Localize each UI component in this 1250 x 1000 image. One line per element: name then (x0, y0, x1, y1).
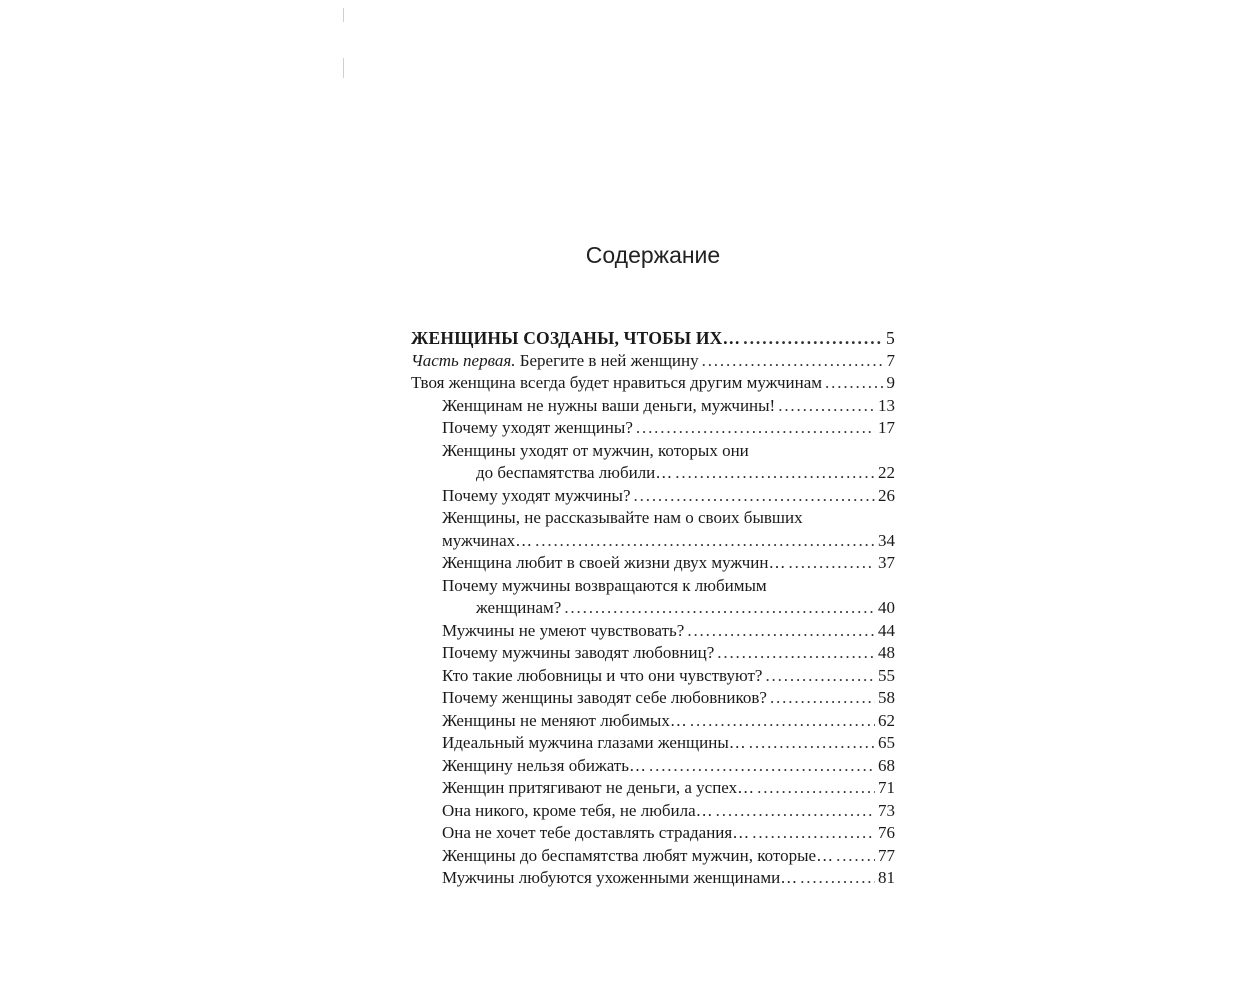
toc-entry (411, 665, 895, 688)
toc-entry (411, 417, 895, 440)
toc-entry-title: Женщину нельзя обижать… (442, 755, 646, 775)
toc-entry-page: 73 (878, 800, 895, 820)
toc-entry (411, 800, 895, 823)
toc-entry-page: 48 (878, 643, 895, 662)
toc-entry-page: 58 (878, 688, 895, 707)
toc-entry-page: 76 (878, 823, 895, 842)
toc-entry-page: 65 (878, 733, 895, 752)
toc-entry-title: Идеальный мужчина глазами женщины… (442, 733, 746, 752)
dot-leader (757, 777, 875, 800)
toc-entry (411, 710, 895, 733)
toc-entry-title: Почему женщины заводят себе любовников? (442, 688, 767, 707)
page-edge-mark (343, 8, 344, 22)
toc-entry (411, 822, 895, 845)
dot-leader (836, 845, 875, 868)
toc-entry (411, 732, 895, 755)
dot-leader (716, 800, 875, 823)
dot-leader (690, 710, 875, 733)
toc-entry (411, 552, 895, 575)
toc-entry (411, 327, 895, 350)
toc-entry-title: Почему уходят женщины? (442, 418, 633, 437)
toc-entry-page: 7 (886, 350, 895, 370)
dot-leader (749, 732, 875, 755)
toc-entry-page: 77 (878, 845, 895, 865)
toc-entry-title: мужчинах… (442, 530, 533, 550)
toc-entry (411, 372, 895, 395)
dot-leader (564, 597, 875, 620)
dot-leader (717, 642, 875, 665)
toc-entry (411, 620, 895, 643)
dot-leader (825, 372, 883, 395)
toc-entry-title: Она не хочет тебе доставлять страдания… (442, 823, 750, 842)
toc-entry (411, 845, 895, 868)
toc-entry-title: Женщины не меняют любимых… (442, 710, 687, 730)
dot-leader (770, 687, 875, 710)
toc-entry (411, 642, 895, 665)
page-title: Содержание (585, 242, 721, 268)
toc-entry-page: 37 (878, 553, 895, 572)
toc-entry (411, 777, 895, 800)
toc-entry (411, 440, 895, 485)
toc-entry-page: 22 (878, 463, 895, 482)
toc-entry-title: Женщинам не нужны ваши деньги, мужчины! (442, 395, 776, 415)
toc-entry-title: Мужчины не умеют чувствовать? (442, 620, 685, 640)
toc-entry-page: 17 (878, 418, 895, 437)
dot-leader (535, 530, 875, 553)
toc-entry-page: 40 (878, 598, 895, 617)
dot-leader (778, 395, 875, 418)
toc-entry-page: 71 (878, 778, 895, 797)
dot-leader (649, 755, 875, 778)
toc-entry-page: 5 (886, 328, 895, 348)
toc-entry (411, 350, 895, 373)
toc-entry (411, 507, 895, 552)
toc-entry-title: Женщины до беспамятства любят мужчин, которые… (442, 845, 834, 865)
dot-leader (800, 867, 875, 890)
dot-leader (675, 462, 875, 485)
toc-entry (411, 687, 895, 710)
dot-leader (743, 327, 883, 350)
toc-entry-title-line: Женщины уходят от мужчин, которых они (442, 440, 749, 460)
toc-entry-title: женщинам? (476, 598, 562, 617)
dot-leader (636, 417, 875, 440)
toc-entry-title: Женщина любит в своей жизни двух мужчин… (442, 553, 786, 572)
toc-entry (411, 395, 895, 418)
part-title: Берегите в ней женщину (519, 350, 699, 370)
toc-entry (411, 575, 895, 620)
toc-entry-title: ЖЕНЩИНЫ СОЗДАНЫ, ЧТОБЫ ИХ… (411, 328, 741, 348)
toc-entry-page: 62 (878, 710, 895, 730)
dot-leader (789, 552, 876, 575)
toc-entry-page: 9 (886, 373, 895, 392)
toc-entry (411, 867, 895, 890)
page-edge-mark (343, 58, 344, 78)
toc-entry-title: Кто такие любовницы и что они чувствуют? (442, 665, 763, 685)
dot-leader (765, 665, 875, 688)
toc-entry-title: Она никого, кроме тебя, не любила… (442, 800, 713, 820)
toc-entry-title: Мужчины любуются ухоженными женщинами… (442, 868, 798, 887)
toc-entry-page: 26 (878, 485, 895, 505)
toc-entry-page: 81 (878, 868, 895, 887)
dot-leader (634, 485, 875, 508)
toc-entry-title (411, 350, 699, 373)
toc-entry-page: 13 (878, 395, 895, 415)
toc-entry-title: Твоя женщина всегда будет нравиться другим мужчинам (411, 373, 823, 392)
toc-entry-page: 34 (878, 530, 895, 550)
toc-entry-title-line: Почему мужчины возвращаются к любимым (442, 575, 767, 595)
toc-entry-title: Почему мужчины заводят любовниц? (442, 643, 715, 662)
part-label: Часть первая. (411, 350, 516, 370)
dot-leader (752, 822, 875, 845)
table-of-contents (411, 327, 895, 890)
toc-entry-title: Почему уходят мужчины? (442, 485, 631, 505)
toc-entry-title-line: Женщины, не рассказывайте нам о своих бывших (442, 508, 803, 527)
toc-entry-title: Женщин притягивают не деньги, а успех… (442, 778, 755, 797)
toc-entry-page: 44 (878, 620, 895, 640)
dot-leader (702, 350, 884, 373)
dot-leader (687, 620, 875, 643)
toc-entry-title: до беспамятства любили… (476, 463, 673, 482)
toc-entry-page: 55 (878, 665, 895, 685)
toc-entry (411, 755, 895, 778)
toc-entry (411, 485, 895, 508)
toc-entry-page: 68 (878, 755, 895, 775)
